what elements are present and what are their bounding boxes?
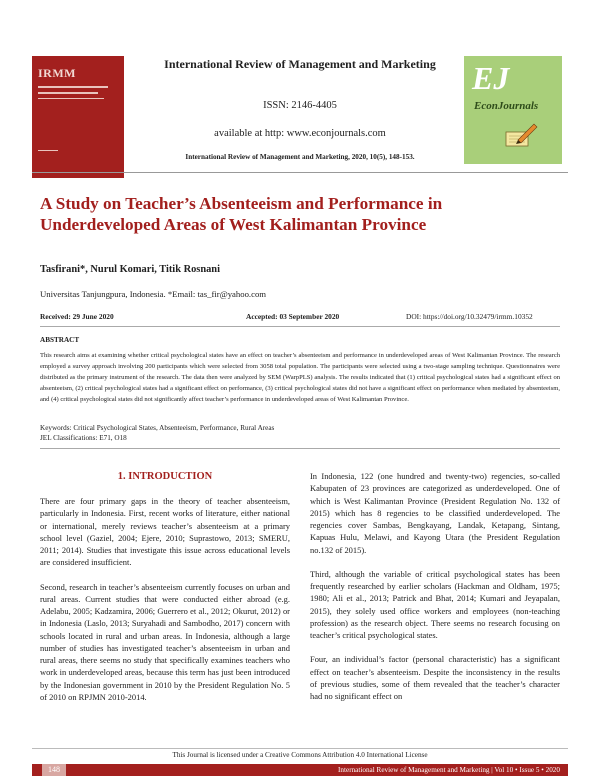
availability-link[interactable]: available at http: www.econjournals.com [214, 128, 386, 139]
divider [40, 326, 560, 327]
received-date: Received: 29 June 2020 [40, 312, 114, 321]
cover-line [38, 86, 108, 88]
affiliation: Universitas Tanjungpura, Indonesia. *Email: tas_fir@yahoo.com [40, 289, 267, 299]
cover-line [38, 150, 58, 151]
doi-link[interactable]: DOI: https://doi.org/10.32479/irmm.10352 [406, 312, 533, 321]
authors: Tasfirani*, Nurul Komari, Titik Rosnani [40, 264, 220, 275]
paragraph: There are four primary gaps in the theory of teacher absenteeism, particularly in Indonesia. First, recent works of literature, either national or international, merely reviews teacher’s absenteeism at a primary school level (Gaziel, 2004; Ejere, 2010; Suprastowo, 2013; SMERU, 2011; 2014). Studies that investigate this issue across educational levels are considered insufficient. [40, 496, 290, 568]
left-column [40, 495, 290, 715]
journal-cover-image [32, 56, 124, 178]
right-column [310, 470, 560, 714]
divider [40, 448, 560, 449]
issn: ISSN: 2146-4405 [263, 100, 337, 111]
abstract-text: This research aims at examining whether critical psychological states have an effect on teacher’s absenteeism and performance in underdeveloped areas of West Kalimantan Province. The research employed a survey approach involving 200 participants which were selected from 3058 total population. The participants were selected using a two-stage sampling technique. Questionnaires were distributed as the primary instrument of the research. The data then were analyzed by SEM (WarpPLS) analysis. The results indicated that (1) critical psychological states had a significant effect on absenteeism, (2) critical psychological states had a significant effect on performance, (3) critical psychological states did not have a significant effect on performance when mediated by absenteeism, and (4) critical psychological states did not significantly affect teacher’s performance in underdeveloped areas of West Kalimantan Province. [40, 352, 560, 404]
license-note: This Journal is licensed under a Creative Commons Attribution 4.0 International License [172, 751, 428, 759]
abstract-heading: ABSTRACT [40, 336, 80, 344]
page-number: 148 [42, 764, 66, 776]
journal-title: International Review of Management and Marketing [164, 57, 436, 71]
accepted-date: Accepted: 03 September 2020 [246, 312, 340, 321]
logo-letters: EJ [472, 60, 510, 96]
section-heading: 1. INTRODUCTION [117, 471, 213, 482]
citation: International Review of Management and Marketing, 2020, 10(5), 148-153. [185, 153, 415, 161]
keywords: Keywords: Critical Psychological States, Absenteeism, Performance, Rural Areas [40, 424, 275, 432]
running-footer: International Review of Management and Marketing | Vol 10 • Issue 5 • 2020 [338, 766, 560, 774]
article-title: A Study on Teacher’s Absenteeism and Performance in Underdeveloped Areas of West Kalimantan Province [40, 194, 443, 234]
cover-mark: IRMM [38, 66, 76, 80]
cover-line [38, 98, 104, 99]
logo-word: EconJournals [474, 100, 539, 112]
footer-divider [32, 748, 568, 749]
paragraph: Third, although the variable of critical psychological states has been frequently researched by earlier scholars (Hackman and Oldham, 1975; 1980; Ali et al., 2013; Patrick and Bhat, 2014; Kumari and Jeyapalan, 2015), they solely used office workers and employees (non-teaching profession) as the research object. There seems no research focusing on teacher’s critical psychological states. [310, 568, 560, 640]
paragraph: Second, research in teacher’s absenteeism currently focuses on urban and rural areas. Current studies that were conducted either abroad (e.g. Adelabu, 2005; Kadzamira, 2006; Guerrero et al., 2012; Okurut, 2012) or in Indonesia (Laslo, 2013; Suryahadi and Sambodho, 2017) concern with schools located in rural and urban areas. In Indonesia, although a large number of studies has investigated teacher’s absenteeism in urban and rural areas, there seems no study that specifically examines teachers who work in underdeveloped areas, because this term has just been introduced by the Indonesian government in 2010 by the President Regulation No. 5 of 2010 on RPJMN 2010-2014. [40, 581, 290, 702]
header-divider [32, 172, 568, 173]
article-dates [40, 312, 560, 322]
jel-classifications: JEL Classifications: E71, O18 [40, 434, 127, 442]
paragraph: Four, an individual’s factor (personal characteristic) has a significant effect on teacher’s absenteeism. Despite the inconsistency in the results of previous studies, some of them revealed that the teacher’s character had no significant effect on [310, 654, 560, 701]
cover-line [38, 92, 98, 94]
pencil-icon [504, 120, 538, 148]
econjournals-logo [464, 56, 562, 164]
paragraph: In Indonesia, 122 (one hundred and twenty-two) regencies, so-called Kabupaten of 23 provinces are categorized as underdeveloped. One of which is West Kalimantan Province (President Regulation No. 132 of 2015) which has 8 regencies to be classified underdeveloped. The regencies cover Sambas, Bengkayang, Landak, Ketapang, Sintang, Kapuas Hulu, Melawi, and Kayong Utara (the President Regulation no.132 of 2015). [310, 471, 560, 555]
